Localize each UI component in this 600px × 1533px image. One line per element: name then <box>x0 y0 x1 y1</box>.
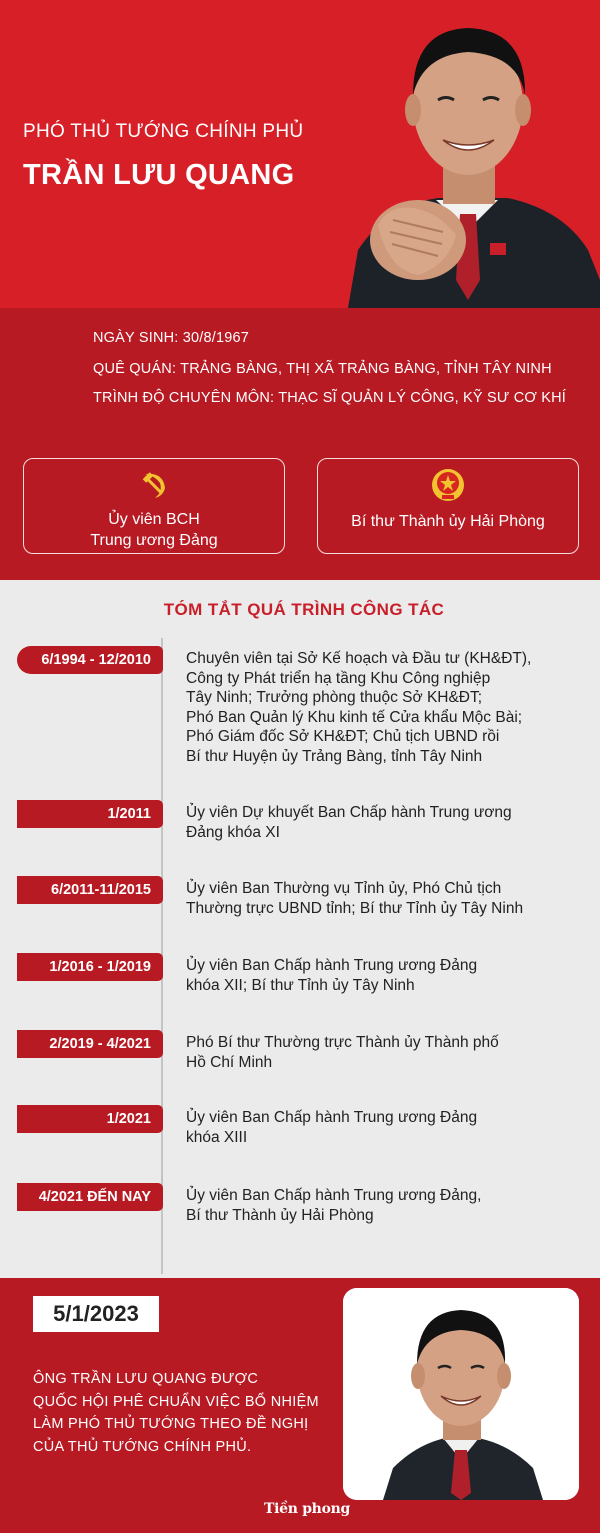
note-line: LÀM PHÓ THỦ TƯỚNG THEO ĐỀ NGHỊ <box>33 1416 309 1432</box>
card-hai-phong <box>317 458 579 554</box>
desc-line: Công ty Phát triển hạ tầng Khu Công nghiệp <box>186 669 491 687</box>
publisher-logo: Tiền phong <box>264 1501 350 1517</box>
appointment-note <box>33 1368 343 1458</box>
timeline-description <box>186 1033 586 1072</box>
desc-line: Thường trực UBND tỉnh; Bí thư Tỉnh ủy Tây Ninh <box>186 899 524 917</box>
desc-line: Đảng khóa XI <box>186 823 280 841</box>
card-line-1: Bí thư Thành ủy Hải Phòng <box>351 513 545 530</box>
page-pretitle: PHÓ THỦ TƯỚNG CHÍNH PHỦ <box>23 121 304 142</box>
timeline-description <box>186 956 586 995</box>
desc-line: Phó Bí thư Thường trực Thành ủy Thành phố <box>186 1034 499 1051</box>
timeline-date: 1/2021 <box>17 1105 163 1133</box>
note-line: ÔNG TRẦN LƯU QUANG ĐƯỢC <box>33 1371 259 1387</box>
timeline-date: 6/1994 - 12/2010 <box>17 646 163 674</box>
header-banner <box>0 0 600 308</box>
desc-line: Ủy viên Ban Chấp hành Trung ương Đảng <box>186 1109 478 1126</box>
desc-line: khóa XIII <box>186 1128 248 1146</box>
footer-band <box>0 1278 600 1533</box>
career-timeline <box>0 580 600 1278</box>
timeline-date: 4/2021 ĐẾN NAY <box>17 1183 163 1211</box>
card-central-committee <box>23 458 285 554</box>
desc-line: Phó Giám đốc Sở KH&ĐT; Chủ tịch UBND rồi <box>186 728 500 745</box>
desc-line: khóa XII; Bí thư Tỉnh ủy Tây Ninh <box>186 976 415 994</box>
appointment-date: 5/1/2023 <box>33 1296 159 1332</box>
timeline-date: 2/2019 - 4/2021 <box>17 1030 163 1058</box>
timeline-date: 1/2011 <box>17 800 163 828</box>
education: TRÌNH ĐỘ CHUYÊN MÔN: THẠC SĨ QUẢN LÝ CÔNG, KỸ SƯ CƠ KHÍ <box>93 390 567 406</box>
portrait-photo-image <box>343 1288 579 1500</box>
page-title: TRẦN LƯU QUANG <box>23 159 295 191</box>
hometown: QUÊ QUÁN: TRẢNG BÀNG, THỊ XÃ TRẢNG BÀNG, TỈNH TÂY NINH <box>93 361 552 377</box>
birth-date: NGÀY SINH: 30/8/1967 <box>93 330 250 346</box>
desc-line: Bí thư Thành ủy Hải Phòng <box>186 1206 374 1224</box>
card-line-2: Trung ương Đảng <box>90 532 218 549</box>
desc-line: Ủy viên Ban Thường vụ Tỉnh ủy, Phó Chủ tịch <box>186 880 502 897</box>
info-band <box>0 308 600 580</box>
card-line-1: Ủy viên BCH <box>108 511 200 528</box>
portrait-image <box>318 0 600 308</box>
note-line: CỦA THỦ TƯỚNG CHÍNH PHỦ. <box>33 1438 252 1455</box>
desc-line: Chuyên viên tại Sở Kế hoạch và Đầu tư (KH&ĐT), <box>186 650 532 667</box>
timeline-description <box>186 879 586 918</box>
desc-line: Phó Ban Quản lý Khu kinh tế Cửa khẩu Mộc Bài; <box>186 708 523 726</box>
timeline-description <box>186 1108 586 1147</box>
desc-line: Hồ Chí Minh <box>186 1053 273 1071</box>
note-line: QUỐC HỘI PHÊ CHUẨN VIỆC BỔ NHIỆM <box>33 1393 319 1410</box>
hammer-sickle-icon <box>137 468 171 502</box>
timeline-date: 6/2011-11/2015 <box>17 876 163 904</box>
desc-line: Ủy viên Ban Chấp hành Trung ương Đảng <box>186 957 478 974</box>
portrait-photo <box>343 1288 579 1500</box>
national-emblem-icon <box>431 468 465 502</box>
timeline-description <box>186 1186 586 1225</box>
timeline-heading: TÓM TẮT QUÁ TRÌNH CÔNG TÁC <box>163 600 445 619</box>
desc-line: Ủy viên Dự khuyết Ban Chấp hành Trung ương <box>186 804 512 821</box>
desc-line: Ủy viên Ban Chấp hành Trung ương Đảng, <box>186 1187 482 1204</box>
timeline-date: 1/2016 - 1/2019 <box>17 953 163 981</box>
desc-line: Tây Ninh; Trưởng phòng thuộc Sở KH&ĐT; <box>186 689 483 706</box>
timeline-description <box>186 803 586 842</box>
timeline-description <box>186 649 586 766</box>
desc-line: Bí thư Huyện ủy Trảng Bàng, tỉnh Tây Ninh <box>186 747 483 765</box>
